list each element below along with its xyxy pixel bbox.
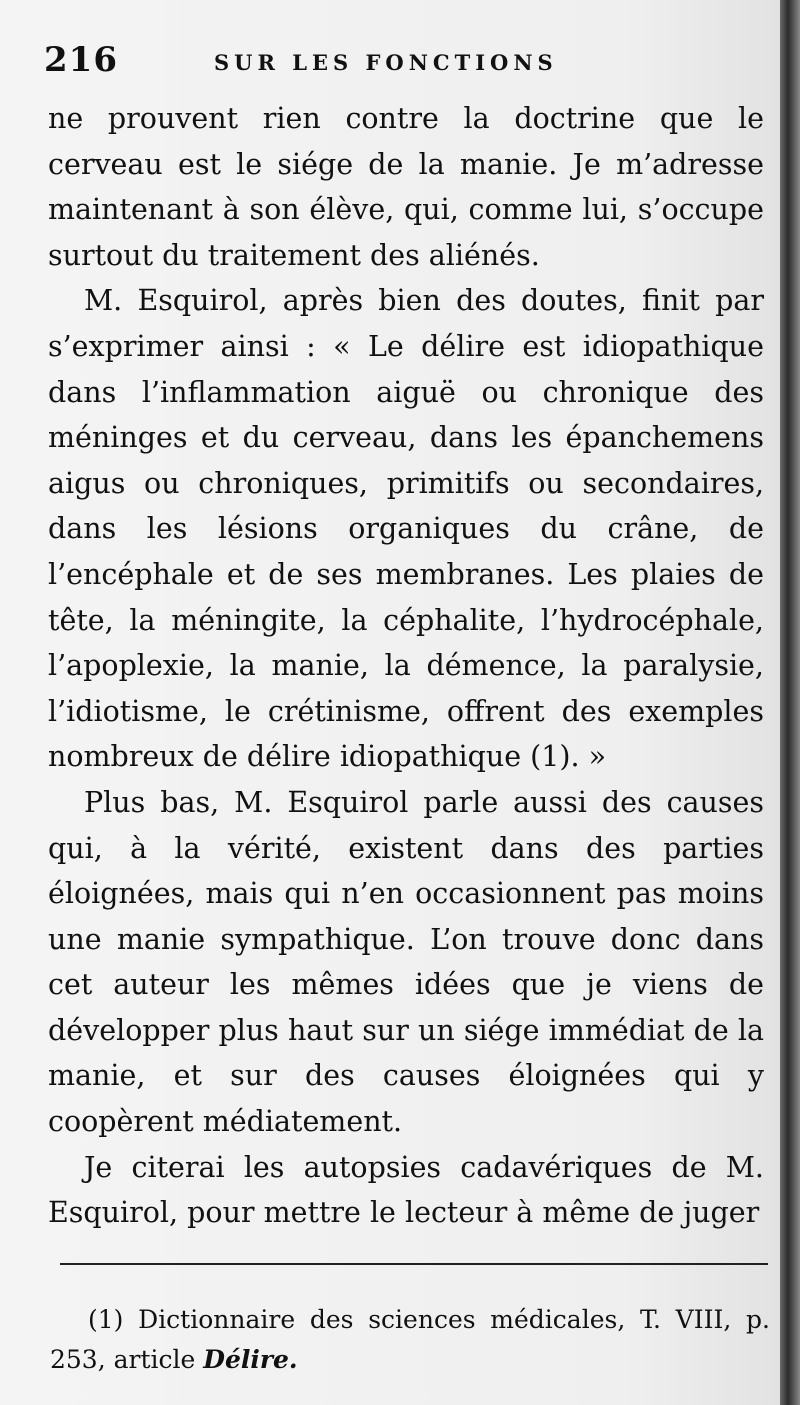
paragraph: M. Esquirol, après bien des doutes, finit par s’exprimer ainsi : « Le délire est idiopathique dans l’inflammation aiguë ou chronique des méninges et du cerveau, dans les épanchemens aigus ou chroniques, primitifs ou secondaires, dans les lésions organiques du crâne, de l’encéphale et de ses membranes. Les plaies de tête, la méningite, la céphalite, l’hydrocéphale, l’apoplexie, la manie, la démence, la paralysie, l’idiotisme, le crétinisme, offrent des exemples nombreux de délire idiopathique (1). » — [48, 284, 764, 774]
paragraph-continuation: ne prouvent rien contre la doctrine que le cerveau est le siége de la manie. Je m’adresse maintenant à son élève, qui, comme lui, s’occupe surtout du traitement des aliénés. — [48, 102, 764, 272]
page-edge-shadow — [780, 0, 800, 1405]
footnote — [50, 1300, 770, 1380]
running-title: SUR LES FONCTIONS — [214, 50, 558, 75]
page-number: 216 — [44, 40, 118, 80]
footnote-rule — [60, 1263, 768, 1265]
paragraph: Je citerai les autopsies cadavériques de M. Esquirol, pour mettre le lecteur à même de juger — [48, 1150, 764, 1230]
footnote-text: (1) Dictionnaire des sciences médicales, T. VIII, p. 253, article — [50, 1305, 770, 1374]
page-header — [44, 40, 760, 80]
body-text — [48, 96, 764, 1236]
footnote-italic-word: Délire. — [203, 1345, 298, 1374]
paragraph: Plus bas, M. Esquirol parle aussi des causes qui, à la vérité, existent dans des parties éloignées, mais qui n’en occasionnent pas moins une manie sympathique. L’on trouve donc dans cet auteur les mêmes idées que je viens de développer plus haut sur un siége immédiat de la manie, et sur des causes éloignées qui y coopèrent médiatement. — [48, 785, 764, 1139]
